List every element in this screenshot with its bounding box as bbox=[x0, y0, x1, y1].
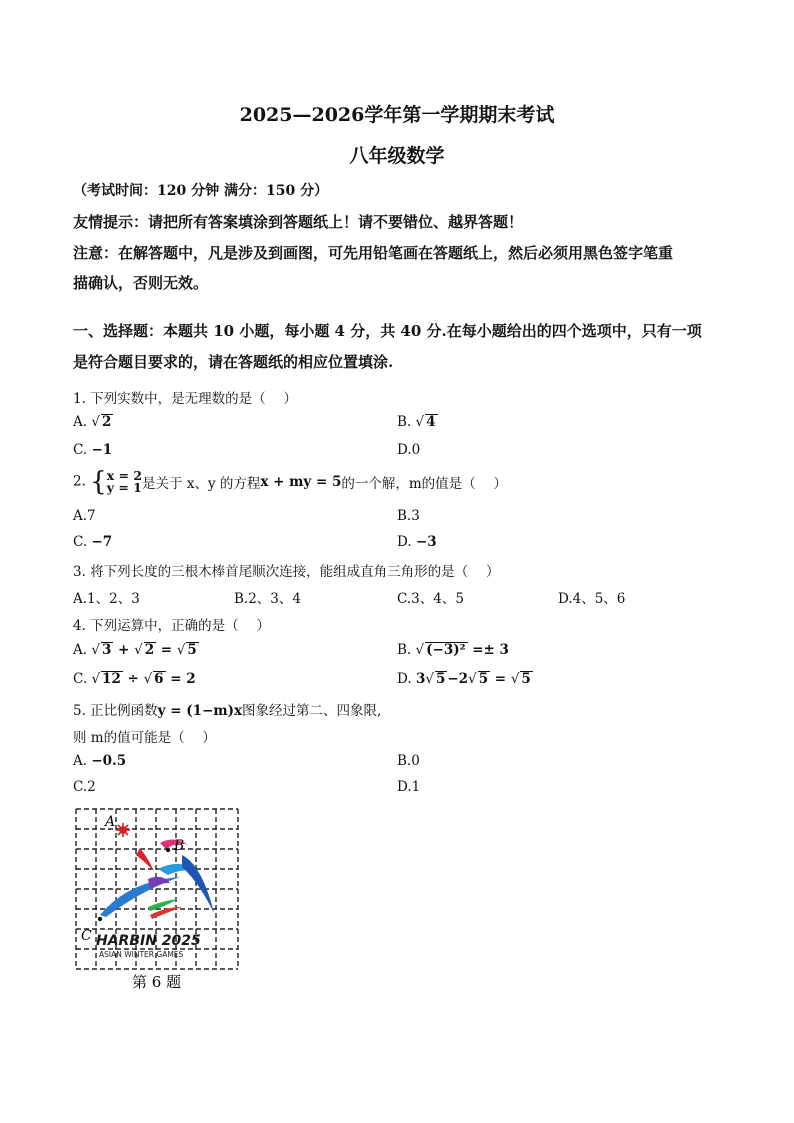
q1-option-d: D.0 bbox=[397, 442, 421, 458]
q2-equation: x + my = 5 bbox=[260, 474, 342, 490]
note-line-1: 注意：在解答题中，凡是涉及到画图，可先用铅笔画在答题纸上，然后必须用黑色签字笔重 bbox=[73, 244, 674, 262]
q3-option-d: D.4、5、6 bbox=[558, 591, 626, 607]
sqrt-sign: √ bbox=[176, 642, 186, 658]
q3-option-a: A.1、2、3 bbox=[73, 591, 140, 607]
sqrt-sign: √ bbox=[143, 671, 153, 687]
q4-a-prefix: A. bbox=[73, 642, 92, 658]
q4-d-radicand-3: 5 bbox=[521, 671, 531, 687]
q4-d-prefix: D. bbox=[397, 671, 416, 687]
q4-a-radicand-2: 2 bbox=[144, 642, 155, 658]
point-c-dot bbox=[98, 917, 102, 921]
q5-option-b: B.0 bbox=[397, 753, 420, 769]
q4-a-radicand-1: 3 bbox=[101, 642, 112, 658]
q4-a-radicand-3: 5 bbox=[187, 642, 197, 658]
q3-stem: 3. 将下列长度的三根木棒首尾顺次连接，能组成直角三角形的是（ ） bbox=[73, 564, 500, 580]
q1-b-radicand: 4 bbox=[426, 414, 436, 430]
logo-text: HARBIN 2025 bbox=[96, 933, 201, 949]
q4-a-plus: + bbox=[113, 642, 135, 658]
q2-option-a: A.7 bbox=[73, 508, 96, 524]
sqrt-sign: √ bbox=[134, 642, 143, 658]
point-b-dot bbox=[166, 848, 170, 852]
sqrt-sign: √ bbox=[91, 414, 100, 430]
q2-system bbox=[107, 470, 142, 494]
q2-d-value: −3 bbox=[415, 534, 437, 550]
q1-b-prefix: B. bbox=[397, 414, 416, 430]
q5-option-a bbox=[73, 753, 126, 769]
exam-title: 2025—2026学年第一学期期末考试 bbox=[239, 104, 555, 126]
q1-option-b bbox=[397, 414, 438, 430]
q4-b-prefix: B. bbox=[397, 642, 416, 658]
q1-a-radicand: 2 bbox=[101, 414, 112, 430]
q5-option-d: D.1 bbox=[397, 779, 421, 795]
exam-info: （考试时间：120 分钟 满分：150 分） bbox=[73, 183, 329, 199]
q4-d-equals: = bbox=[490, 671, 511, 687]
q4-c-prefix: C. bbox=[73, 671, 92, 687]
exam-subtitle: 八年级数学 bbox=[349, 145, 445, 167]
q2-system-top: x = 2 bbox=[106, 468, 143, 484]
q5-stem-suffix: 图象经过第二、四象限, bbox=[242, 703, 382, 719]
q5-option-c: C.2 bbox=[73, 779, 96, 795]
q4-c-radicand-2: 6 bbox=[154, 671, 164, 687]
brace: { bbox=[90, 467, 107, 497]
q1-option-c bbox=[73, 442, 112, 458]
q2-text-2: 的一个解，m的值是（ ） bbox=[341, 476, 507, 492]
q4-option-b bbox=[397, 642, 509, 658]
q4-d-radicand-2: 5 bbox=[478, 671, 489, 687]
q5-stem-line-1 bbox=[73, 699, 381, 719]
sqrt-sign: √ bbox=[510, 671, 520, 687]
q2-option-b: B.3 bbox=[397, 508, 420, 524]
q5-stem-line-2: 则 m的值可能是（ ） bbox=[73, 730, 216, 746]
q4-b-result: =± 3 bbox=[467, 642, 509, 658]
q2-number: 2. bbox=[73, 473, 91, 490]
q4-c-radicand-1: 12 bbox=[102, 671, 121, 687]
logo-subtext: ASIAN WINTER GAMES bbox=[99, 950, 184, 959]
q4-d-coef-1: 3 bbox=[415, 671, 426, 687]
q5-a-prefix: A. bbox=[73, 753, 92, 769]
q2-d-prefix: D. bbox=[397, 534, 416, 550]
q1-c-prefix: C. bbox=[73, 442, 92, 458]
q3-option-b: B.2、3、4 bbox=[234, 591, 301, 607]
section-heading-line-1: 一、选择题：本题共 10 小题，每小题 4 分，共 40 分.在每小题给出的四个选项中，只有一项 bbox=[73, 322, 702, 340]
q4-d-minus: −2 bbox=[447, 671, 469, 687]
sqrt-sign: √ bbox=[415, 642, 425, 658]
note-line-2: 描确认，否则无效。 bbox=[73, 274, 209, 292]
sqrt-sign: √ bbox=[415, 414, 425, 430]
q2-text-1: 是关于 x、y 的方程 bbox=[142, 476, 261, 492]
q2-stem bbox=[73, 467, 507, 497]
q4-option-c bbox=[73, 671, 196, 687]
question-6-figure bbox=[70, 803, 245, 993]
sun-icon bbox=[116, 823, 130, 837]
q4-a-equals: = bbox=[156, 642, 177, 658]
sqrt-sign: √ bbox=[91, 671, 101, 687]
tip-text: 友情提示：请把所有答案填涂到答题纸上！请不要错位、越界答题！ bbox=[73, 213, 524, 231]
point-a-label: A bbox=[105, 814, 116, 830]
q5-a-value: −0.5 bbox=[91, 753, 127, 769]
figure-caption: 第 6 题 bbox=[132, 973, 182, 991]
skater-arm-shape bbox=[136, 848, 154, 871]
point-c-label: C bbox=[81, 928, 92, 944]
q4-b-radicand: (−3)² bbox=[426, 642, 466, 658]
q4-c-divide: ÷ bbox=[122, 671, 144, 687]
q4-c-result: = 2 bbox=[165, 671, 196, 687]
sqrt-sign: √ bbox=[91, 642, 100, 658]
q1-stem: 1. 下列实数中，是无理数的是（ ） bbox=[73, 391, 297, 407]
q2-c-prefix: C. bbox=[73, 534, 92, 550]
q3-option-c: C.3、4、5 bbox=[397, 591, 464, 607]
q2-option-c bbox=[73, 534, 112, 550]
sqrt-sign: √ bbox=[468, 671, 477, 687]
sqrt-sign: √ bbox=[425, 671, 434, 687]
point-b-label: B bbox=[174, 838, 185, 854]
q4-stem: 4. 下列运算中，正确的是（ ） bbox=[73, 618, 270, 634]
skater-leg-shape bbox=[182, 855, 214, 913]
q4-d-radicand-1: 5 bbox=[435, 671, 446, 687]
q5-function: y = (1−m)x bbox=[157, 703, 243, 719]
q1-option-a bbox=[73, 414, 113, 430]
section-heading-line-2: 是符合题目要求的，请在答题纸的相应位置填涂. bbox=[73, 353, 394, 371]
q5-stem-prefix: 5. 正比例函数 bbox=[73, 703, 158, 719]
q1-c-value: −1 bbox=[91, 442, 113, 458]
q4-option-a bbox=[73, 642, 199, 658]
q2-option-d bbox=[397, 534, 437, 550]
q4-option-d bbox=[397, 671, 533, 687]
q2-c-value: −7 bbox=[91, 534, 113, 550]
q2-system-bottom: y = 1 bbox=[106, 480, 142, 495]
q1-a-prefix: A. bbox=[73, 414, 92, 430]
